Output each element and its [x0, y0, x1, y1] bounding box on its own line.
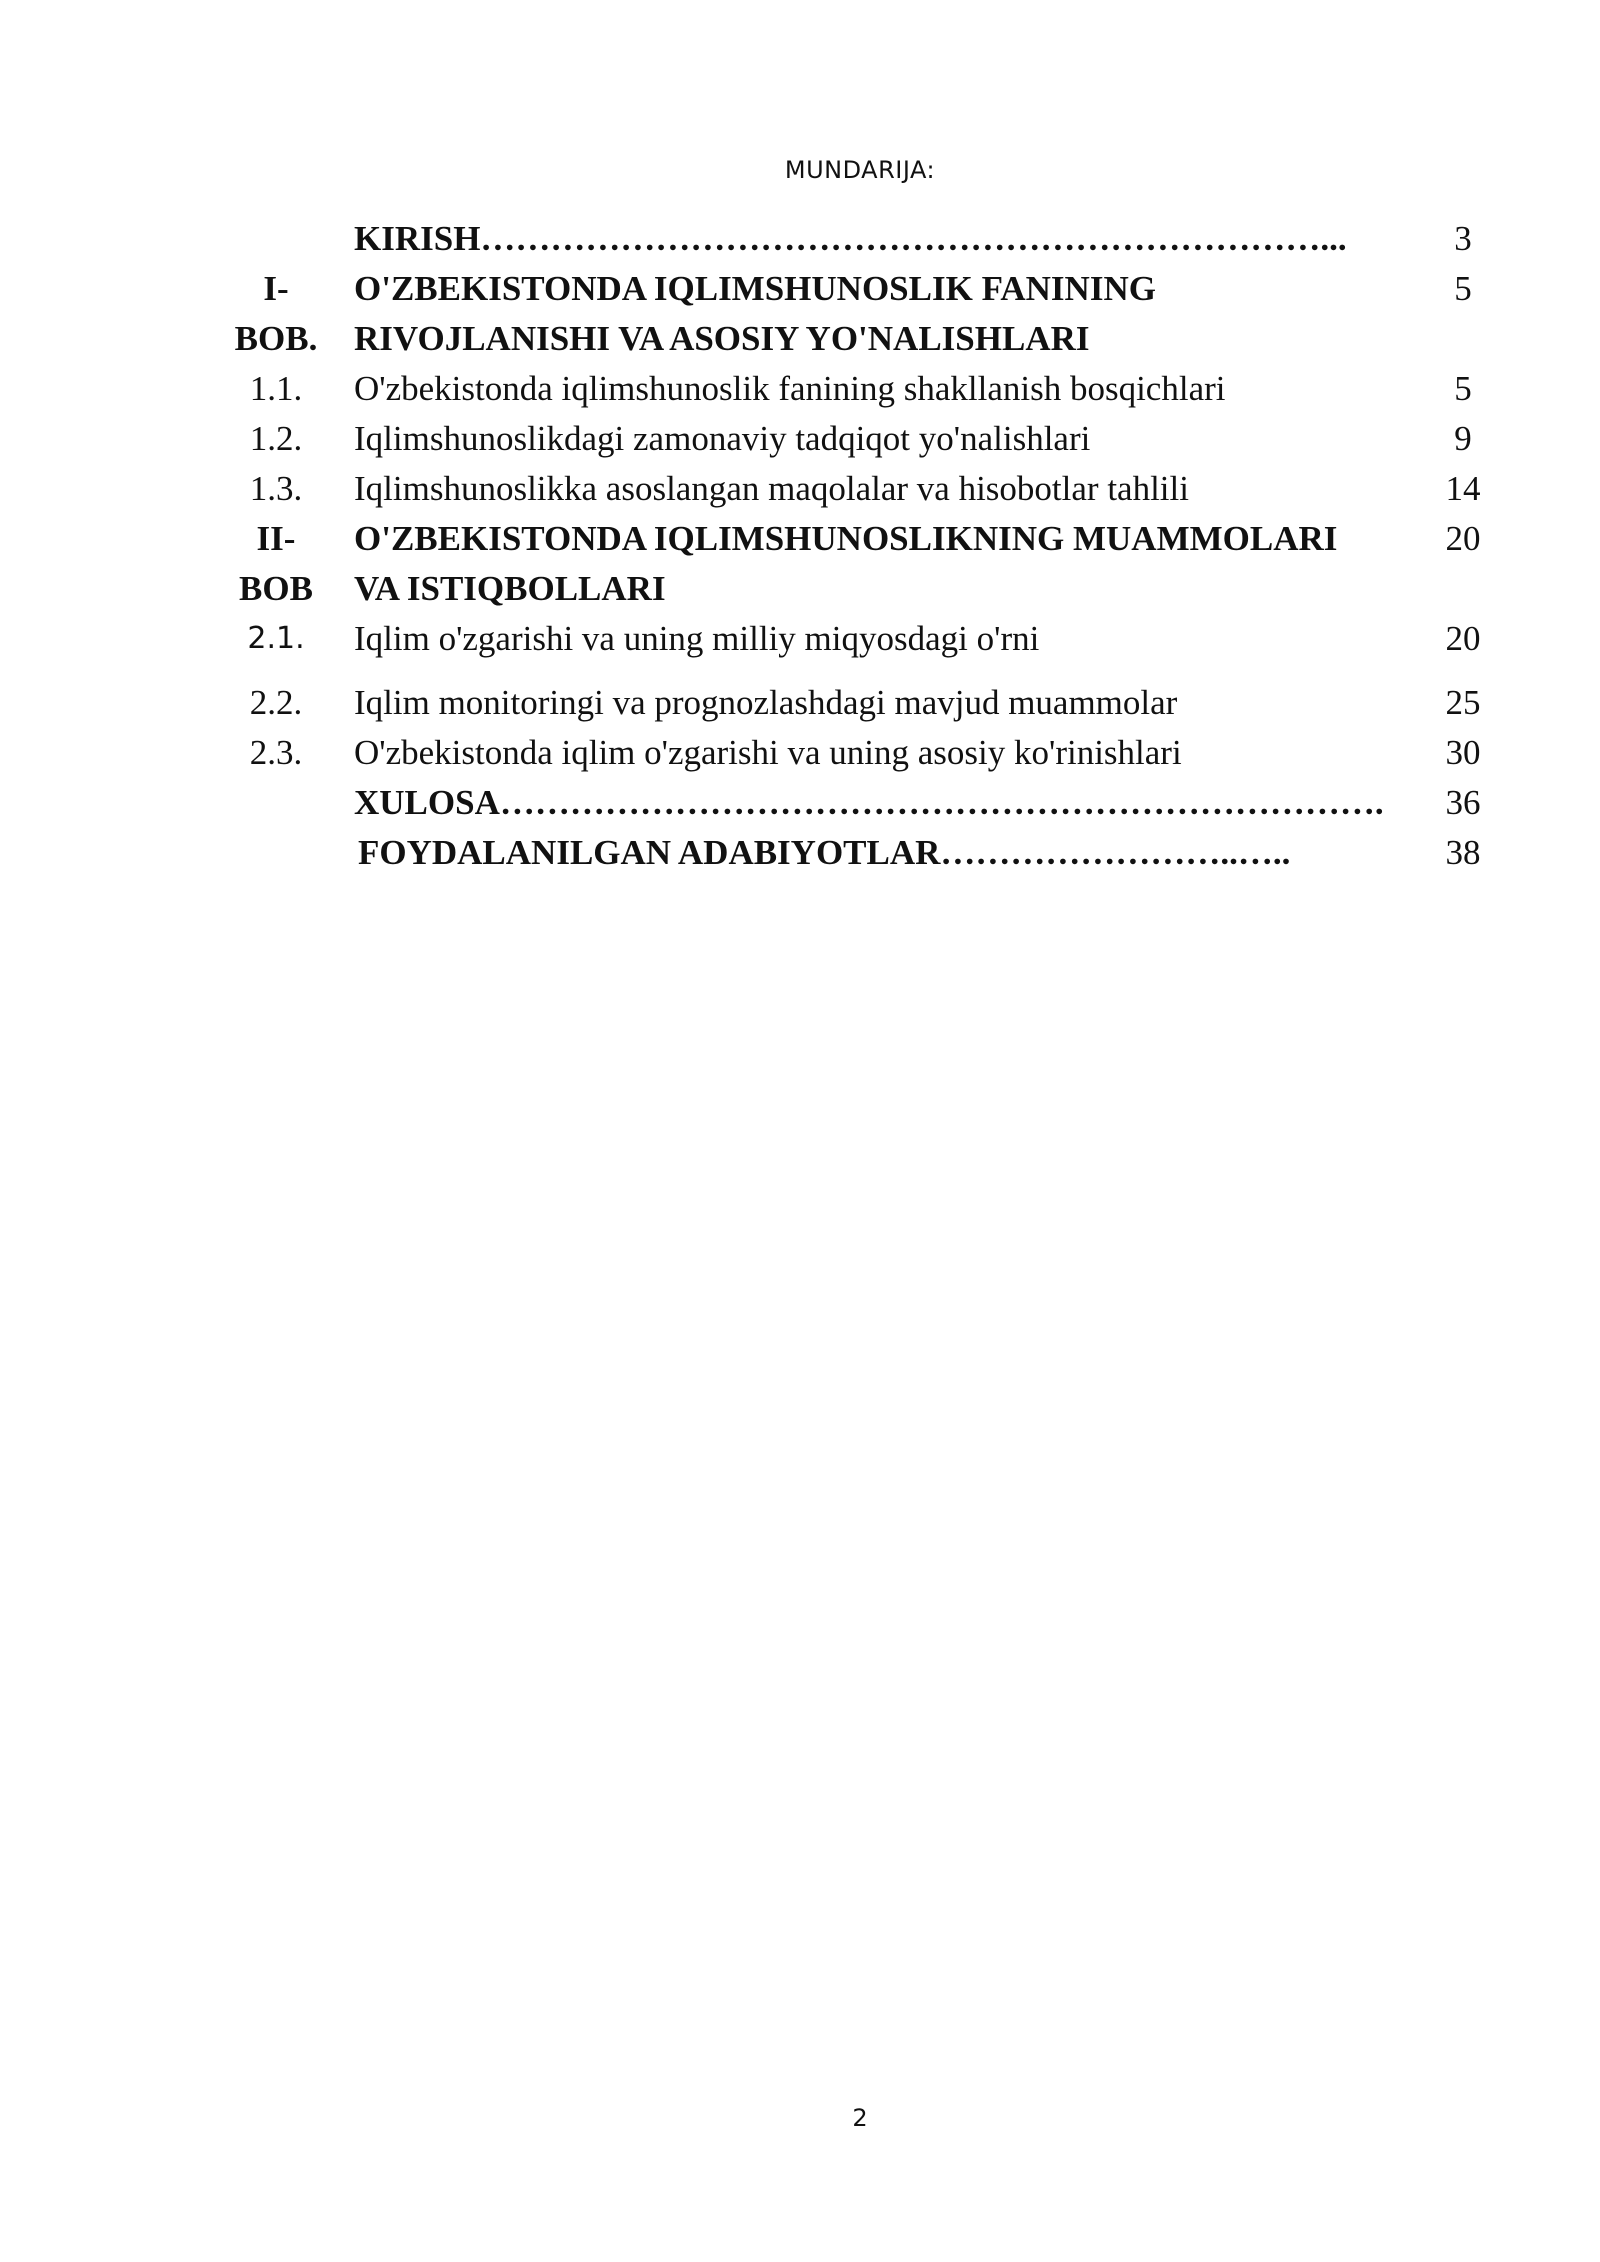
toc-title: O'zbekistonda iqlim o'zgarishi va uning asosiy ko'rinishlari [354, 733, 1182, 772]
toc-row-references[interactable] [218, 828, 1500, 878]
toc-chapter-title [334, 264, 1426, 364]
toc-page-number: 9 [1454, 419, 1472, 458]
toc-page-number: 30 [1445, 733, 1481, 772]
toc-page-number: 20 [1445, 619, 1481, 658]
toc-chapter-title [334, 514, 1426, 614]
toc-number [218, 214, 334, 264]
toc-number: 2.2. [249, 683, 303, 722]
toc-title: XULOSA…………………………………………………………………. [354, 783, 1384, 822]
toc-row-intro[interactable] [218, 214, 1500, 264]
page-number: 2 [852, 2104, 868, 2132]
toc-page-number: 14 [1445, 469, 1481, 508]
toc-chapter-number [218, 264, 334, 364]
chapter-number-line: BOB. [234, 319, 318, 358]
toc-row-chapter-1[interactable] [218, 264, 1500, 364]
toc-number [218, 828, 334, 878]
toc-title: FOYDALANILGAN ADABIYOTLAR……………………..….. [358, 833, 1291, 872]
toc-page-number: 3 [1454, 219, 1472, 258]
toc-row-conclusion[interactable] [218, 778, 1500, 828]
toc-row-chapter-2[interactable] [218, 514, 1500, 614]
toc-number: 1.3. [249, 469, 303, 508]
toc-page-number: 5 [1454, 269, 1472, 308]
toc-number: 2.1. [247, 621, 305, 656]
toc-number: 1.2. [249, 419, 303, 458]
chapter-number-line: II- [256, 519, 296, 558]
toc-page-number: 36 [1445, 783, 1481, 822]
toc-number: 1.1. [249, 369, 303, 408]
toc-title: KIRISH………………………………………………………………... [354, 219, 1347, 258]
toc-title: Iqlim o'zgarishi va uning milliy miqyosdagi o'rni [354, 619, 1040, 658]
chapter-title-line: RIVOJLANISHI VA ASOSIY YO'NALISHLARI [354, 319, 1090, 358]
toc-row-2-3[interactable] [218, 728, 1500, 778]
toc-page-number: 20 [1445, 519, 1481, 558]
toc-row-1-3[interactable] [218, 464, 1500, 514]
table-of-contents [218, 214, 1500, 878]
toc-number [218, 778, 334, 828]
toc-title: Iqlimshunoslikka asoslangan maqolalar va hisobotlar tahlili [354, 469, 1189, 508]
toc-row-1-2[interactable] [218, 414, 1500, 464]
toc-row-1-1[interactable] [218, 364, 1500, 414]
toc-title: Iqlim monitoringi va prognozlashdagi mavjud muammolar [354, 683, 1178, 722]
toc-page-number: 25 [1445, 683, 1481, 722]
toc-page-number: 38 [1445, 833, 1481, 872]
page-title: MUNDARIJA: [784, 156, 936, 184]
chapter-title-line: O'ZBEKISTONDA IQLIMSHUNOSLIKNING MUAMMOLARI [354, 519, 1338, 558]
toc-page-number: 5 [1454, 369, 1472, 408]
toc-row-2-1[interactable] [218, 614, 1500, 664]
chapter-number-line: BOB [239, 569, 313, 608]
chapter-number-line: I- [263, 269, 289, 308]
toc-row-2-2[interactable] [218, 664, 1500, 728]
toc-title: O'zbekistonda iqlimshunoslik fanining shakllanish bosqichlari [354, 369, 1226, 408]
toc-number: 2.3. [249, 733, 303, 772]
chapter-title-line: O'ZBEKISTONDA IQLIMSHUNOSLIK FANINING [354, 269, 1156, 308]
toc-title: Iqlimshunoslikdagi zamonaviy tadqiqot yo'nalishlari [354, 419, 1091, 458]
chapter-title-line: VA ISTIQBOLLARI [354, 569, 666, 608]
toc-chapter-number [218, 514, 334, 614]
